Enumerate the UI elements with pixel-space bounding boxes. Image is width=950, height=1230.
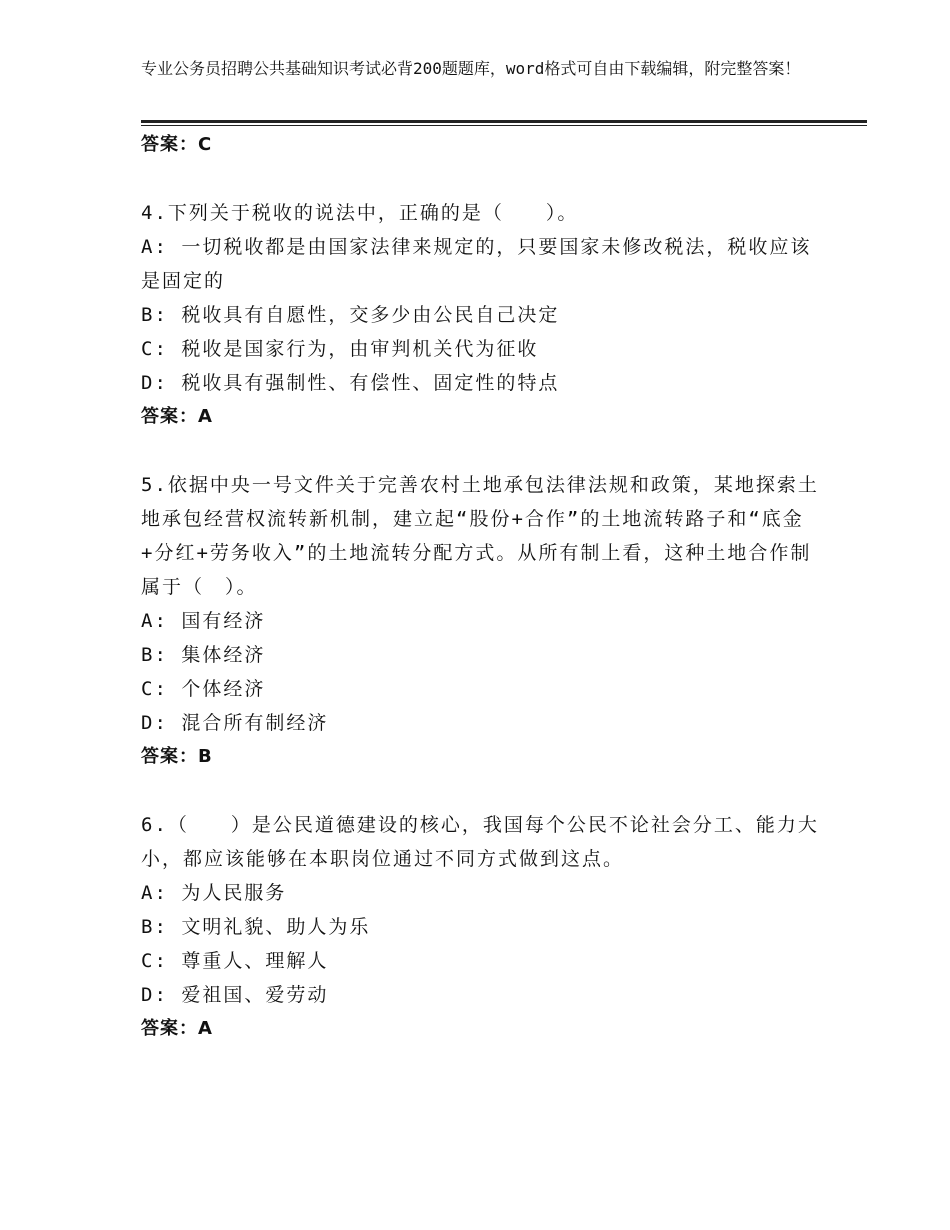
option-b: B: 税收具有自愿性，交多少由公民自己决定 [141,304,560,326]
answer-label: 答案： [141,1018,198,1039]
answer-value: A [198,406,212,427]
question-block [141,468,821,774]
option-c: C: 尊重人、理解人 [141,950,329,972]
question-block [141,808,821,1046]
answer-label: 答案： [141,406,198,427]
answer-line [141,1012,821,1046]
option-c: C: 税收是国家行为，由审判机关代为征收 [141,338,539,360]
option-a: A: 国有经济 [141,610,266,632]
answer-value: C [198,134,212,155]
option-a: A: 一切税收都是由国家法律来规定的，只要国家未修改税法，税收应该是固定的 [141,236,812,292]
question-stem: 4.下列关于税收的说法中，正确的是（ ）。 [141,202,579,224]
answer-value: A [198,1018,212,1039]
question-stem: 6.（ ）是公民道德建设的核心，我国每个公民不论社会分工、能力大小，都应该能够在本职岗位通过不同方式做到这点。 [141,814,819,870]
header-divider-thin [141,125,867,126]
answer-value: B [198,746,212,767]
spacer [141,162,821,196]
answer-line [141,400,821,434]
question-list [141,128,821,1046]
option-a: A: 为人民服务 [141,882,287,904]
question-block [141,196,821,434]
option-b: B: 集体经济 [141,644,266,666]
spacer [141,774,821,808]
answer-line [141,740,821,774]
option-d: D: 爱祖国、爱劳动 [141,984,329,1006]
option-d: D: 混合所有制经济 [141,712,329,734]
option-d: D: 税收具有强制性、有偿性、固定性的特点 [141,372,560,394]
spacer [141,434,821,468]
header-divider-thick [141,120,867,123]
answer-label: 答案： [141,746,198,767]
option-c: C: 个体经济 [141,678,266,700]
answer-line [141,128,821,162]
question-stem: 5.依据中央一号文件关于完善农村土地承包法律法规和政策，某地探索土地承包经营权流转新机制，建立起“股份+合作”的土地流转路子和“底金+分红+劳务收入”的土地流转分配方式。从所有制上看，这种土地合作制属于（ ）。 [141,474,819,598]
option-b: B: 文明礼貌、助人为乐 [141,916,371,938]
page-header: 专业公务员招聘公共基础知识考试必背200题题库，word格式可自由下载编辑，附完整答案！ [141,59,801,78]
answer-label: 答案： [141,134,198,155]
